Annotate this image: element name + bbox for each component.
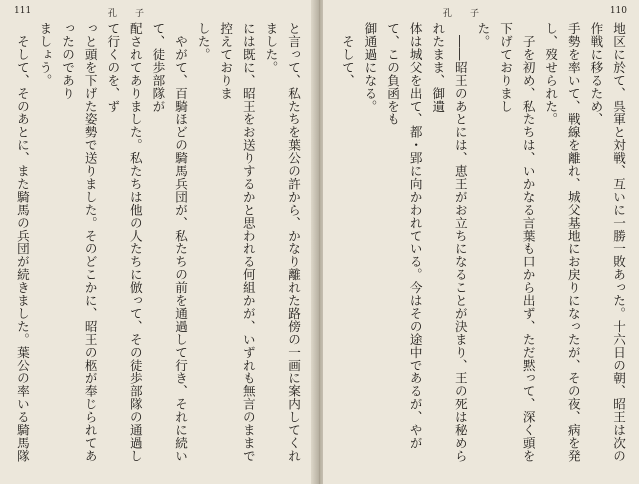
right-running-head: 孔 子 bbox=[443, 9, 480, 19]
right-page bbox=[323, 0, 639, 484]
left-page bbox=[0, 0, 316, 484]
left-page-number: 111 bbox=[14, 6, 32, 16]
right-page-text: 地区に於て、呉軍と対戦、互いに一勝一敗あった。十六日の朝、昭王は次の作戦に移るため、 手勢を率いて、戦線を離れ、城父基地にお戻りになったが、その夜、病を発し、歿せられた。 子を初め、私たちは、いかなる言葉も口から出ず、ただ黙って、深く頭を下げておりまし た。 ――昭王のあとには、恵王がお立ちになることが決まり、王の死は秘められたまま、御遺 体は城父を出て、都・郢に向かわれている。今はその途中であるが、やがて、この負函をも 御通過になる。 そして、 bbox=[339, 22, 626, 463]
left-running-head: 孔 子 bbox=[108, 9, 145, 19]
left-page-text: と言って、私たちを葉公の許から、かなり離れた路傍の一画に案内してくれました。 には既に、昭王をお送りするかと思われる何組かが、いずれも無言のままで控えておりま した。 やがて、百騎ほどの騎馬兵団が、私たちの前を通過して行き、それに続いて、徒歩部隊が 配されてありました。私たちは他の人たちに倣って、その徒歩部隊の通過して行くのを、ず っと頭を下げた姿勢で送りました。そのどこかに、昭王の柩が奉じられてあったのであり ましょう。 そして、そのあとに、また騎馬の兵団が続きました。葉公の率いる騎馬隊 bbox=[14, 22, 301, 463]
right-page-number: 110 bbox=[609, 6, 627, 16]
